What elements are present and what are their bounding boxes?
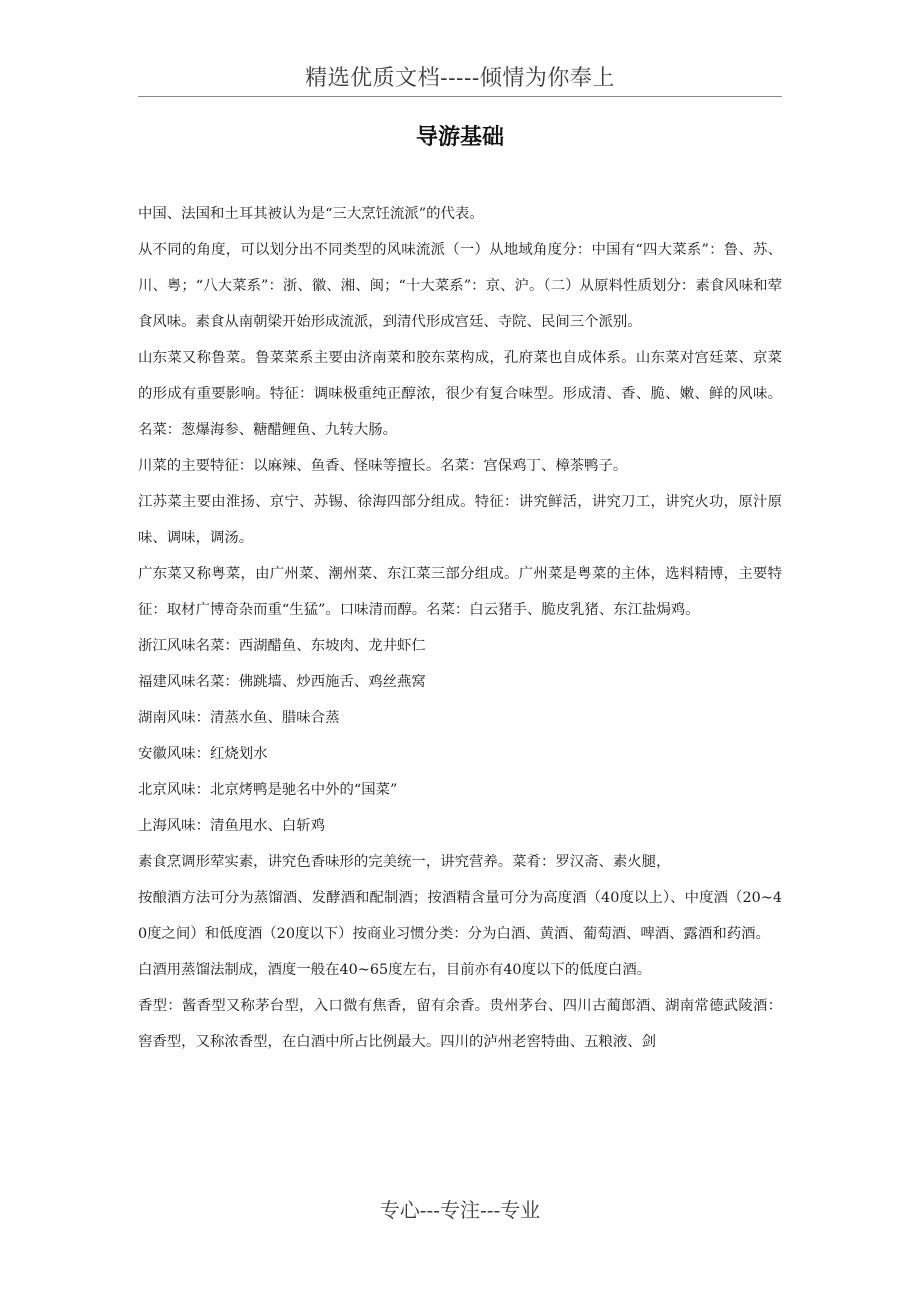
paragraph: 上海风味：清鱼甩水、白斩鸡 (138, 818, 326, 834)
paragraph: 北京风味：北京烤鸭是驰名中外的“国菜” (138, 782, 398, 798)
paragraph: 中国、法国和土耳其被认为是“三大烹饪流派”的代表。 (138, 206, 484, 222)
paragraph: 白酒用蒸馏法制成，酒度一般在40~65度左右，目前亦有40度以下的低度白酒。 (138, 962, 652, 978)
paragraph: 按酿酒方法可分为蒸馏酒、发酵酒和配制酒；按酒精含量可分为高度酒（40度以上）、中度酒（20~40度之间）和低度酒（20度以下）按商业习惯分类：分为白酒、黄酒、葡萄酒、啤酒、露酒和药酒。 (138, 890, 782, 942)
paragraph: 浙江风味名菜：西湖醋鱼、东坡肉、龙井虾仁 (138, 638, 426, 654)
page-footer: 专心---专注---专业 (379, 1198, 541, 1222)
paragraph: 素食烹调形荤实素，讲究色香味形的完美统一，讲究营养。菜肴：罗汉斋、素火腿， (138, 854, 671, 870)
page-header: 精选优质文档-----倾情为你奉上 (305, 66, 615, 91)
paragraph: 川菜的主要特征：以麻辣、鱼香、怪味等擅长。名菜：宫保鸡丁、樟茶鸭子。 (138, 458, 628, 474)
paragraph: 湖南风味：清蒸水鱼、腊味合蒸 (138, 710, 340, 726)
document-title: 导游基础 (415, 125, 504, 150)
paragraph: 广东菜又称粤菜，由广州菜、潮州菜、东江菜三部分组成。广州菜是粤菜的主体，选料精博，主要特征：取材广博奇杂而重“生猛”。口味清而醇。名菜：白云猪手、脆皮乳猪、东江盐焗鸡。 (138, 566, 782, 618)
paragraph: 从不同的角度，可以划分出不同类型的风味流派（一）从地域角度分：中国有“四大菜系”：鲁、苏、川、粤；“八大菜系”：浙、徽、湘、闽；“十大菜系”：京、沪。（二）从原料性质划分：素食风味和荤食风味。素食从南朝梁开始形成流派，到清代形成宫廷、寺院、民间三个派别。 (138, 242, 782, 330)
paragraph: 安徽风味：红烧划水 (138, 746, 268, 762)
paragraph: 山东菜又称鲁菜。鲁菜菜系主要由济南菜和胶东菜构成，孔府菜也自成体系。山东菜对宫廷菜、京菜的形成有重要影响。特征：调味极重纯正醇浓，很少有复合味型。形成清、香、脆、嫩、鲜的风味。名菜：葱爆海参、糖醋鲤鱼、九转大肠。 (138, 350, 782, 438)
paragraph: 香型：酱香型又称茅台型，入口微有焦香，留有余香。贵州茅台、四川古蔺郎酒、湖南常德武陵酒：窖香型，又称浓香型，在白酒中所占比例最大。四川的泸州老窖特曲、五粮液、剑 (138, 998, 782, 1050)
document-body (138, 196, 782, 1176)
header-divider (138, 96, 782, 97)
paragraph: 江苏菜主要由淮扬、京宁、苏锡、徐海四部分组成。特征：讲究鲜活，讲究刀工，讲究火功，原汁原味、调味，调汤。 (138, 494, 782, 546)
paragraph: 福建风味名菜：佛跳墙、炒西施舌、鸡丝燕窝 (138, 674, 426, 690)
